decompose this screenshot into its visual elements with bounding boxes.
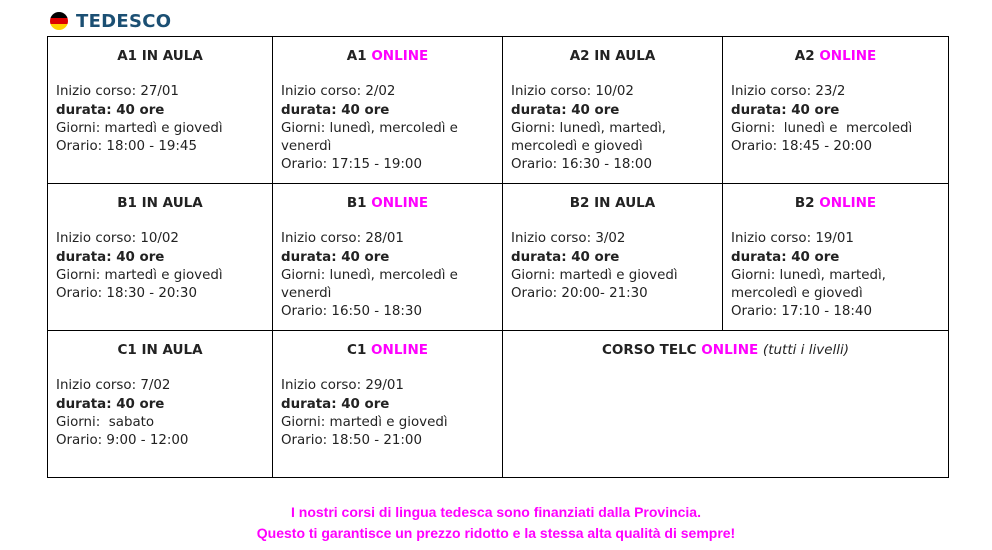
course-cell-b2-aula [503, 184, 723, 331]
course-start: Inizio corso: 28/01 [281, 231, 404, 247]
course-days: Giorni: lunedì, martedì, mercoledì e giovedì [511, 120, 666, 155]
course-time: Orario: 17:10 - 18:40 [731, 304, 872, 320]
course-duration: durata: 40 ore [281, 396, 390, 412]
page-header [50, 8, 171, 34]
course-cell-b1-online [273, 184, 503, 331]
course-days: Giorni: martedì e giovedì [511, 267, 678, 283]
course-duration: durata: 40 ore [731, 249, 840, 265]
course-cell-a1-aula [48, 37, 273, 184]
course-duration: durata: 40 ore [731, 102, 840, 118]
course-days: Giorni: lunedì, mercoledì e venerdì [281, 120, 458, 155]
course-days: Giorni: martedì e giovedì [281, 414, 448, 430]
course-days: Giorni: martedì e giovedì [56, 120, 223, 136]
course-title: A2 IN AULA [569, 48, 656, 64]
course-duration: durata: 40 ore [511, 102, 620, 118]
course-time: Orario: 16:30 - 18:00 [511, 157, 652, 173]
course-start: Inizio corso: 29/01 [281, 378, 404, 394]
course-cell-b2-online [723, 184, 949, 331]
course-time: Orario: 18:00 - 19:45 [56, 139, 197, 155]
course-start: Inizio corso: 10/02 [511, 84, 634, 100]
course-start: Inizio corso: 3/02 [511, 231, 626, 247]
course-time: Orario: 16:50 - 18:30 [281, 304, 422, 320]
course-duration: durata: 40 ore [281, 249, 390, 265]
course-start: Inizio corso: 23/2 [731, 84, 846, 100]
footer-quality-note: Questo ti garantisce un prezzo ridotto e la stessa alta qualità di sempre! [256, 525, 736, 541]
german-flag-icon [50, 12, 68, 30]
footer-funding-note: I nostri corsi di lingua tedesca sono finanziati dalla Provincia. [291, 504, 701, 520]
course-start: Inizio corso: 2/02 [281, 84, 396, 100]
course-days: Giorni: martedì e giovedì [56, 267, 223, 283]
course-time: Orario: 17:15 - 19:00 [281, 157, 422, 173]
course-duration: durata: 40 ore [56, 396, 165, 412]
course-start: Inizio corso: 7/02 [56, 378, 171, 394]
course-cell-a2-aula [503, 37, 723, 184]
course-title: B2 ONLINE [794, 195, 877, 211]
course-title: A1 ONLINE [346, 48, 429, 64]
course-title: CORSO TELC ONLINE (tutti i livelli) [601, 342, 850, 358]
course-cell-c1-online [273, 331, 503, 478]
course-cell-b1-aula [48, 184, 273, 331]
course-time: Orario: 9:00 - 12:00 [56, 433, 189, 449]
course-cell-a2-online [723, 37, 949, 184]
course-cell-a1-online [273, 37, 503, 184]
course-duration: durata: 40 ore [56, 102, 165, 118]
course-title: A2 ONLINE [794, 48, 877, 64]
course-days: Giorni: lunedì, mercoledì e venerdì [281, 267, 458, 302]
course-time: Orario: 18:50 - 21:00 [281, 433, 422, 449]
course-title: C1 ONLINE [347, 342, 428, 358]
course-cell-c1-aula [48, 331, 273, 478]
course-time: Orario: 18:30 - 20:30 [56, 286, 197, 302]
course-start: Inizio corso: 19/01 [731, 231, 854, 247]
course-start: Inizio corso: 10/02 [56, 231, 179, 247]
course-duration: durata: 40 ore [281, 102, 390, 118]
course-start: Inizio corso: 27/01 [56, 84, 179, 100]
course-title: B1 IN AULA [117, 195, 203, 211]
course-duration: durata: 40 ore [511, 249, 620, 265]
course-time: Orario: 20:00- 21:30 [511, 286, 648, 302]
course-schedule-table [47, 36, 949, 478]
course-title: C1 IN AULA [117, 342, 203, 358]
course-cell-telc [503, 331, 949, 478]
course-days: Giorni: sabato [56, 414, 155, 430]
course-title: B2 IN AULA [569, 195, 656, 211]
course-title: A1 IN AULA [117, 48, 203, 64]
course-duration: durata: 40 ore [56, 249, 165, 265]
course-days: Giorni: lunedì, martedì, mercoledì e giovedì [731, 267, 886, 302]
course-title: B1 ONLINE [346, 195, 429, 211]
page-title: TEDESCO [76, 10, 172, 32]
course-days: Giorni: lunedì e mercoledì [731, 120, 913, 136]
course-time: Orario: 18:45 - 20:00 [731, 139, 872, 155]
